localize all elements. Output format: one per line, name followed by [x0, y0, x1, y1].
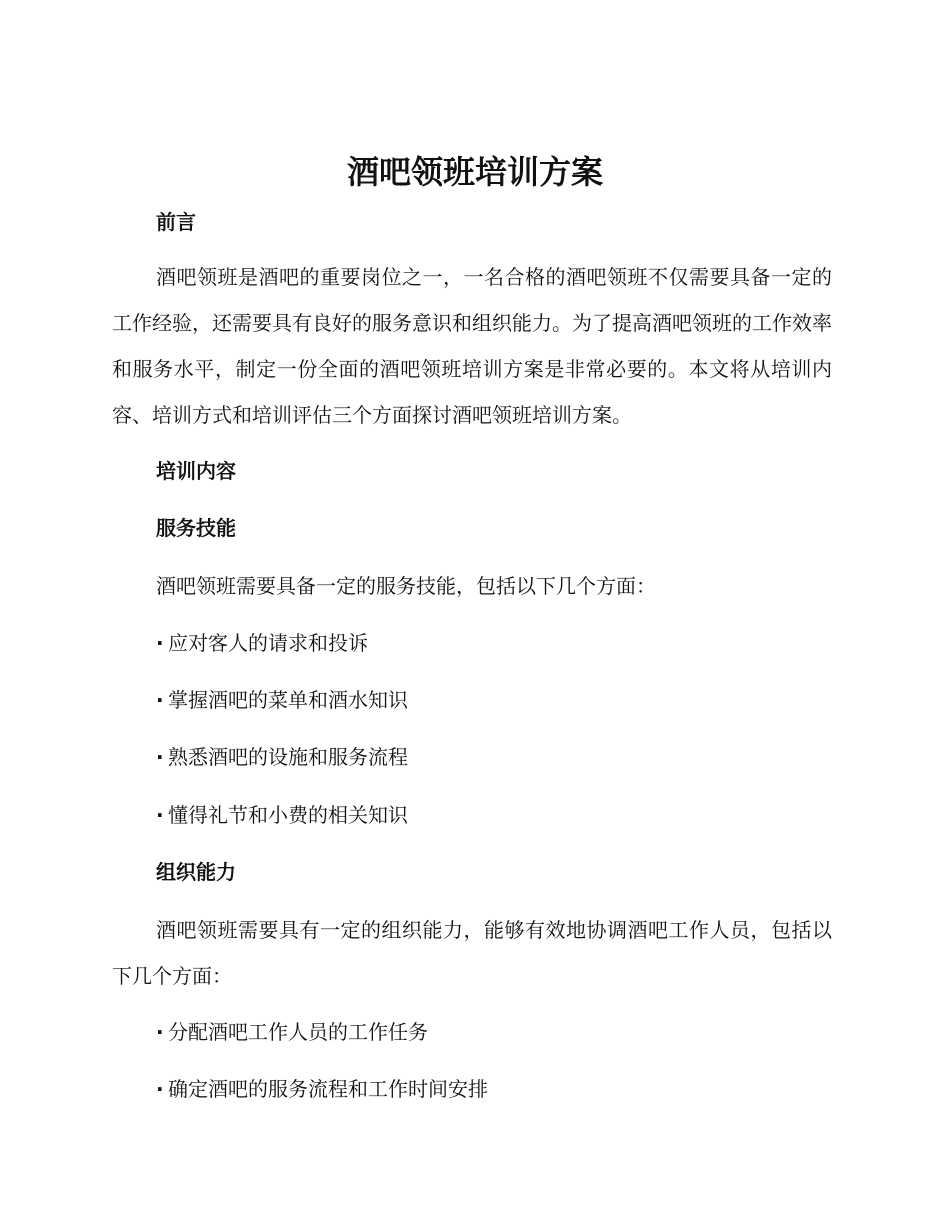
- bullet-symbol: ·: [156, 1020, 164, 1044]
- list-item: [156, 686, 408, 714]
- service-intro-text: 酒吧领班需要具备一定的服务技能，包括以下几个方面：: [156, 574, 656, 598]
- bullet-symbol: ·: [156, 1077, 164, 1101]
- list-item: [156, 1075, 488, 1103]
- list-item-text: 确定酒吧的服务流程和工作时间安排: [168, 1077, 488, 1101]
- section-heading-preface: 前言: [156, 210, 196, 234]
- list-item-text: 应对客人的请求和投诉: [168, 631, 368, 655]
- list-item: [156, 743, 408, 771]
- preface-paragraph: 酒吧领班是酒吧的重要岗位之一，一名合格的酒吧领班不仅需要具备一定的工作经验，还需要具有良好的服务意识和组织能力。为了提高酒吧领班的工作效率和服务水平，制定一份全面的酒吧领班培训方案是非常必要的。本文将从培训内容、培训方式和培训评估三个方面探讨酒吧领班培训方案。: [112, 265, 832, 427]
- list-item-text: 掌握酒吧的菜单和酒水知识: [168, 688, 408, 712]
- bullet-symbol: ·: [156, 803, 164, 827]
- list-item: [156, 629, 368, 657]
- list-item: [156, 1018, 428, 1046]
- list-item: [156, 801, 408, 829]
- section-heading-training-content: 培训内容: [156, 459, 236, 483]
- subsection-heading-service-skills: 服务技能: [156, 516, 236, 540]
- bullet-symbol: ·: [156, 631, 164, 655]
- organization-intro-paragraph: 酒吧领班需要具有一定的组织能力，能够有效地协调酒吧工作人员，包括以下几个方面：: [112, 918, 832, 988]
- bullet-symbol: ·: [156, 688, 164, 712]
- list-item-text: 分配酒吧工作人员的工作任务: [168, 1020, 428, 1044]
- bullet-symbol: ·: [156, 745, 164, 769]
- subsection-heading-organization: 组织能力: [156, 860, 236, 884]
- document-title: 酒吧领班培训方案: [346, 153, 603, 191]
- list-item-text: 懂得礼节和小费的相关知识: [168, 803, 408, 827]
- list-item-text: 熟悉酒吧的设施和服务流程: [168, 745, 408, 769]
